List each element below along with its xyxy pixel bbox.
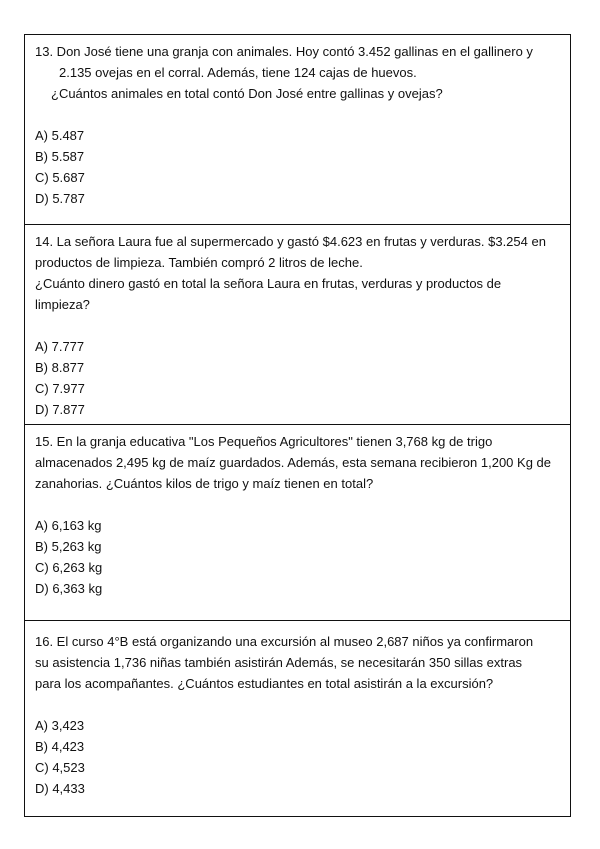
worksheet (24, 34, 571, 817)
question-13-line-3: ¿Cuántos animales en total contó Don José entre gallinas y ovejas? (51, 86, 443, 101)
question-16-line-1: 16. El curso 4°B está organizando una excursión al museo 2,687 niños ya confirmaron (35, 634, 534, 649)
question-13-option-b[interactable]: B) 5.587 (35, 149, 85, 164)
question-13-option-a[interactable]: A) 5.487 (35, 128, 85, 143)
question-15-option-b[interactable]: B) 5,263 kg (35, 539, 102, 554)
question-15-option-c[interactable]: C) 6,263 kg (35, 560, 103, 575)
question-15-line-1: 15. En la granja educativa "Los Pequeños Agricultores" tienen 3,768 kg de trigo (35, 434, 493, 449)
question-14-line-3: ¿Cuánto dinero gastó en total la señora Laura en frutas, verduras y productos de (35, 276, 502, 291)
question-15-line-2: almacenados 2,495 kg de maíz guardados. Además, esta semana recibieron 1,200 Kg de (35, 455, 551, 470)
question-16-line-3: para los acompañantes. ¿Cuántos estudiantes en total asistirán a la excursión? (35, 676, 494, 691)
question-16-box (24, 620, 571, 817)
question-14-line-2: productos de limpieza. También compró 2 litros de leche. (35, 255, 363, 270)
question-14-option-b[interactable]: B) 8.877 (35, 360, 85, 375)
question-16-option-d[interactable]: D) 4,433 (35, 781, 85, 796)
question-15-line-3: zanahorias. ¿Cuántos kilos de trigo y maíz tienen en total? (35, 476, 374, 491)
question-16-line-2: su asistencia 1,736 niñas también asistirán Además, se necesitarán 350 sillas extras (35, 655, 523, 670)
question-14-line-4: limpieza? (35, 297, 90, 312)
question-13-option-d[interactable]: D) 5.787 (35, 191, 85, 206)
question-13-box (24, 34, 571, 224)
question-14-option-c[interactable]: C) 7.977 (35, 381, 85, 396)
question-14-box (24, 224, 571, 424)
question-13-line-1: 13. Don José tiene una granja con animales. Hoy contó 3.452 gallinas en el gallinero y (35, 44, 533, 59)
question-13-option-c[interactable]: C) 5.687 (35, 170, 85, 185)
question-13-line-2: 2.135 ovejas en el corral. Además, tiene 124 cajas de huevos. (59, 65, 417, 80)
question-14-option-a[interactable]: A) 7.777 (35, 339, 85, 354)
question-15-box (24, 424, 571, 620)
question-16-option-b[interactable]: B) 4,423 (35, 739, 85, 754)
question-16-option-c[interactable]: C) 4,523 (35, 760, 85, 775)
question-14-option-d[interactable]: D) 7.877 (35, 402, 85, 417)
question-15-option-d[interactable]: D) 6,363 kg (35, 581, 103, 596)
question-16-option-a[interactable]: A) 3,423 (35, 718, 85, 733)
question-15-option-a[interactable]: A) 6,163 kg (35, 518, 102, 533)
question-14-line-1: 14. La señora Laura fue al supermercado y gastó $4.623 en frutas y verduras. $3.254 en (35, 234, 546, 249)
